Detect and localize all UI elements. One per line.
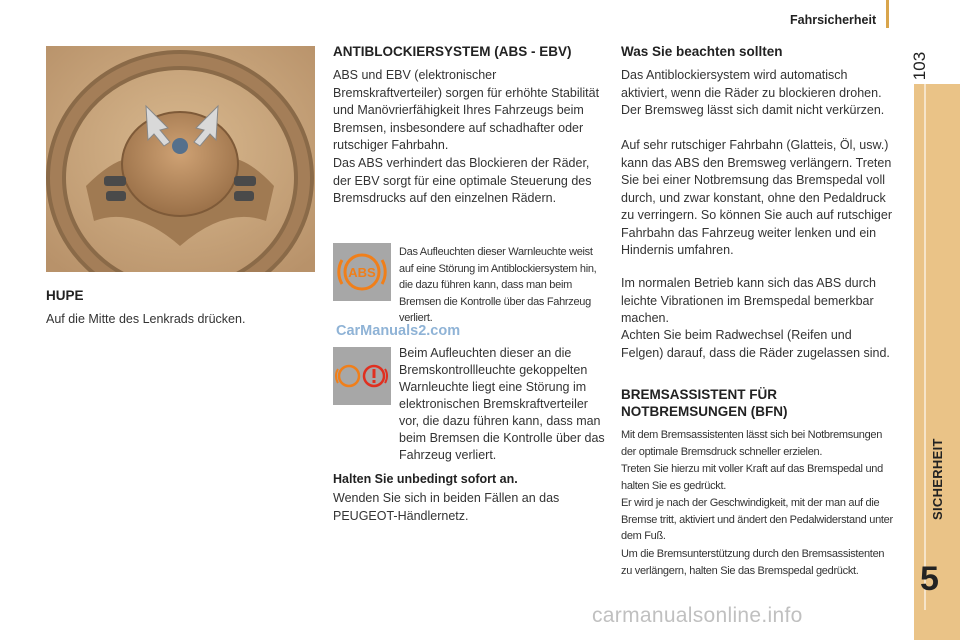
horn-text: Auf die Mitte des Lenkrads drücken. <box>46 312 246 326</box>
horn-title: HUPE <box>46 288 84 303</box>
abs-paragraph-1: ABS und EBV (elektronischer Bremskraftverteiler) sorgen für erhöhte Stabilität und Manövrierfähigkeit Ihres Fahrzeugs beim Bremsen, insbesondere auf schadhafter oder rutschiger Fahrbahn. <box>333 68 600 152</box>
notes-paragraph-4: Achten Sie beim Radwechsel (Reifen und Felgen) darauf, dass die Räder zugelassen sind. <box>621 328 890 360</box>
chapter-side-band <box>914 84 960 640</box>
stop-title: Halten Sie unbedingt sofort an. <box>333 472 518 486</box>
page-number-text: 103 <box>910 51 930 81</box>
abs-warning-icon <box>333 243 391 301</box>
steering-wheel-image <box>46 46 315 272</box>
header-accent-bar <box>886 0 889 28</box>
abs-warning-text: Das Aufleuchten dieser Warnleuchte weist auf eine Störung im Antiblockiersystem hin, die dazu führen kann, dass man beim Bremsen die Kontrolle über das Fahrzeug verliert. <box>399 246 597 324</box>
bfn-paragraph-4: Um die Bremsunterstützung durch den Bremsassistenten zu verlängern, halten Sie das Bremspedal gedrückt. <box>621 548 885 577</box>
watermark-top: CarManuals2.com <box>336 323 461 339</box>
notes-paragraph-2: Auf sehr rutschiger Fahrbahn (Glatteis, Öl, usw.) kann das ABS den Bremsweg verlängern. Treten Sie bei einer Notbremsung das Bremspedal voll durch, und zwar konstant, ohne den Pedaldruck zu verringern. So können Sie auch auf rutschiger Fahrbahn das Fahrzeug weiter lenken und ein Hindernis umfahren. <box>621 138 892 257</box>
bfn-paragraph-1: Mit dem Bremsassistenten lässt sich bei Notbremsungen der optimale Bremsdruck schneller erzielen. <box>621 429 883 458</box>
chapter-number: 5 <box>920 560 939 598</box>
notes-paragraph-1: Das Antiblockiersystem wird automatisch aktiviert, wenn die Räder zu blockieren drohen. Der Bremsweg lässt sich damit nicht verkürzen. <box>621 68 885 117</box>
notes-paragraph-3: Im normalen Betrieb kann sich das ABS durch leichte Vibrationen im Bremspedal bemerkbar machen. <box>621 276 876 325</box>
bfn-title: BREMSASSISTENT FÜR NOTBREMSUNGEN (BFN) <box>621 387 788 419</box>
page-number <box>910 44 940 84</box>
watermark-bottom: carmanualsonline.info <box>592 604 803 627</box>
svg-text:ABS: ABS <box>348 265 376 280</box>
bfn-paragraph-3: Er wird je nach der Geschwindigkeit, mit der man auf die Bremse tritt, aktiviert und ändert den Pedalwiderstand unter dem Fuß. <box>621 497 893 542</box>
brake-warning-icon <box>333 347 391 405</box>
abs-title: ANTIBLOCKIERSYSTEM (ABS - EBV) <box>333 44 572 59</box>
stop-text: Wenden Sie sich in beiden Fällen an das PEUGEOT-Händlernetz. <box>333 491 560 523</box>
abs-paragraph-2: Das ABS verhindert das Blockieren der Räder, der EBV sorgt für eine optimale Steuerung des Bremsdrucks auf den einzelnen Rädern. <box>333 156 592 205</box>
bfn-paragraph-2: Treten Sie hierzu mit voller Kraft auf das Bremspedal und halten Sie es gedrückt. <box>621 463 883 492</box>
brake-warning-text: Beim Aufleuchten dieser an die Bremskontrollleuchte gekoppelten Warnleuchte liegt eine Störung im elektronischen Bremskraftverteiler vor, die dazu führen kann, dass man beim Bremsen die Kontrolle über das Fahrzeug verliert. <box>399 346 605 462</box>
section-header: Fahrsicherheit <box>790 13 877 27</box>
chapter-title: SICHERHEIT <box>930 438 945 520</box>
notes-title: Was Sie beachten sollten <box>621 44 783 59</box>
side-band-divider <box>924 84 926 610</box>
